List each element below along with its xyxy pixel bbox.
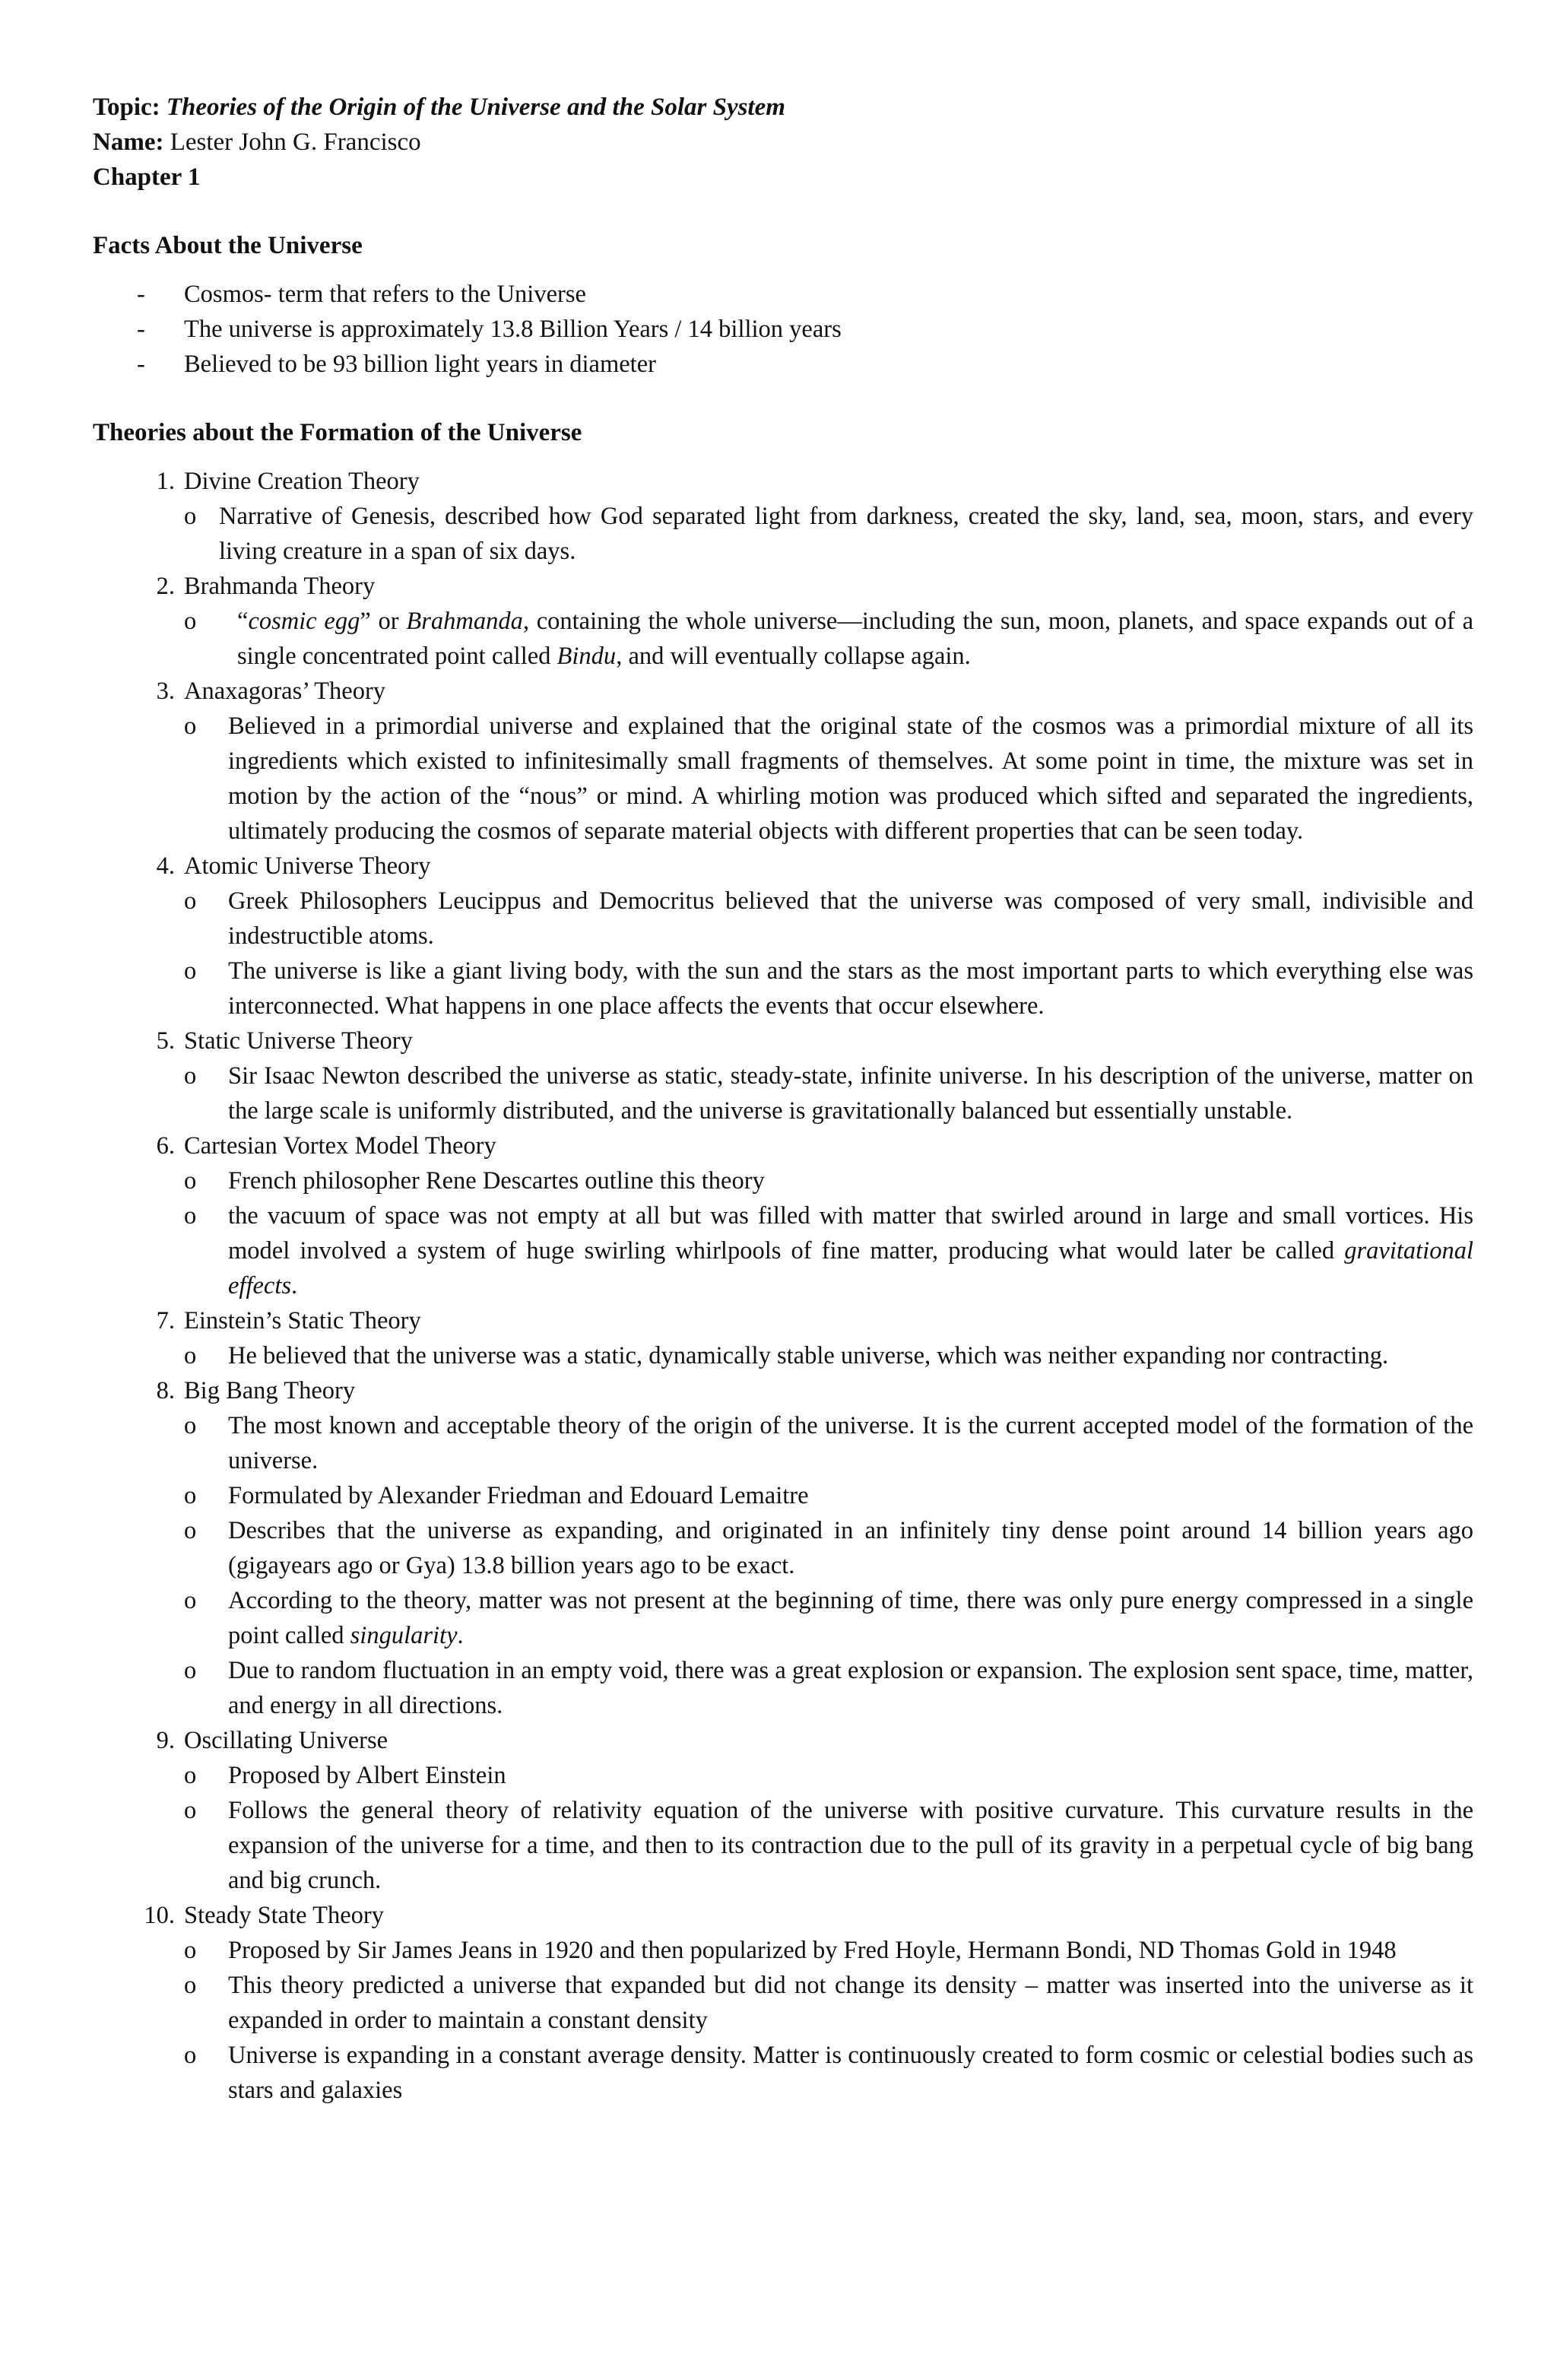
theory-number: 9. <box>156 1727 175 1754</box>
theory-point <box>184 1758 1473 1793</box>
theory-points <box>184 604 1473 674</box>
theory-point <box>184 1653 1473 1723</box>
emphasis-text: cosmic egg <box>248 608 360 635</box>
point-text: Universe is expanding in a constant average density. Matter is continuously created to form cosmic or celestial bodies such as stars and galaxies <box>228 2042 1473 2104</box>
facts-title: Facts About the Universe <box>93 232 363 259</box>
theory-point <box>184 1408 1473 1478</box>
theory-point <box>184 1793 1473 1898</box>
theory-points <box>184 1338 1473 1373</box>
theory-point <box>184 1198 1473 1303</box>
theory-points <box>184 1933 1473 2108</box>
theory-point <box>184 1583 1473 1653</box>
theories-list <box>93 464 1473 2108</box>
emphasis-text: singularity <box>350 1622 458 1649</box>
point-text: . <box>457 1622 464 1649</box>
topic-label: Topic: <box>93 94 160 121</box>
theory-item <box>93 464 1473 569</box>
dash-bullet: - <box>137 351 145 378</box>
point-text: “ <box>237 608 249 635</box>
point-text: . <box>291 1272 298 1299</box>
facts-item-text: Cosmos- term that refers to the Universe <box>184 281 586 308</box>
theory-number: 2. <box>156 573 175 600</box>
circle-bullet: o <box>184 1167 197 1195</box>
theory-item <box>93 1128 1473 1303</box>
circle-bullet: o <box>184 1482 197 1509</box>
circle-bullet: o <box>184 1517 197 1544</box>
theory-name: Divine Creation Theory <box>184 468 420 495</box>
chapter-label: Chapter 1 <box>93 163 201 191</box>
point-text: According to the theory, matter was not present at the beginning of time, there was only pure energy compressed in a single point called <box>228 1587 1473 1649</box>
circle-bullet: o <box>184 1202 197 1230</box>
theory-number: 4. <box>156 852 175 880</box>
point-text: , and will eventually collapse again. <box>616 643 971 670</box>
theory-point <box>184 1478 1473 1513</box>
theory-item <box>93 1023 1473 1128</box>
theory-number: 5. <box>156 1027 175 1055</box>
circle-bullet: o <box>184 1657 197 1684</box>
theory-points <box>184 499 1473 569</box>
theory-name: Steady State Theory <box>184 1902 384 1929</box>
name-value: Lester John G. Francisco <box>170 129 421 156</box>
theory-point <box>184 1163 1473 1198</box>
facts-item <box>93 277 1473 312</box>
theory-item <box>93 1373 1473 1723</box>
theory-number: 3. <box>156 678 175 705</box>
emphasis-text: gravitational effects <box>228 1237 1473 1299</box>
theory-points <box>184 1163 1473 1303</box>
point-text: Follows the general theory of relativity equation of the universe with positive curvature. This curvature results in the expansion of the universe for a time, and then to its contraction due to the pull of its gravity in a perpetual cycle of big bang and big crunch. <box>228 1797 1473 1894</box>
theory-point <box>184 499 1473 569</box>
point-text: The universe is like a giant living body, with the sun and the stars as the most important parts to which everything else was interconnected. What happens in one place affects the events that occur elsewhere. <box>228 957 1473 1020</box>
theory-number: 8. <box>156 1377 175 1404</box>
circle-bullet: o <box>184 1587 197 1614</box>
circle-bullet: o <box>184 1937 197 1964</box>
theory-point <box>184 1933 1473 1968</box>
theory-number: 1. <box>156 468 175 495</box>
name-line <box>93 125 1473 160</box>
theory-name: Einstein’s Static Theory <box>184 1307 421 1334</box>
circle-bullet: o <box>184 1797 197 1824</box>
point-text: Sir Isaac Newton described the universe as static, steady-state, infinite universe. In his description of the universe, matter on the large scale is uniformly distributed, and the universe is gravitationally balanced but essentially unstable. <box>228 1062 1473 1125</box>
theory-item <box>93 1303 1473 1373</box>
topic-value: Theories of the Origin of the Universe and the Solar System <box>166 94 785 121</box>
theory-name: Oscillating Universe <box>184 1727 388 1754</box>
theory-points <box>184 1758 1473 1898</box>
chapter-line <box>93 160 1473 195</box>
theory-point <box>184 1058 1473 1128</box>
facts-item <box>93 347 1473 382</box>
facts-item <box>93 312 1473 347</box>
point-text: Greek Philosophers Leucippus and Democritus believed that the universe was composed of very small, indivisible and indestructible atoms. <box>228 887 1473 950</box>
point-text: Believed in a primordial universe and explained that the original state of the cosmos was a primordial mixture of all its ingredients which existed to infinitesimally small fragments of themselves. At some point in time, the mixture was set in motion by the action of the “nous” or mind. A whirling motion was produced which sifted and separated the ingredients, ultimately producing the cosmos of separate material objects with different properties that can be seen today. <box>228 712 1473 845</box>
circle-bullet: o <box>184 1062 197 1090</box>
point-text: Narrative of Genesis, described how God separated light from darkness, created the sky, land, sea, moon, stars, and every living creature in a span of six days. <box>219 503 1473 565</box>
theory-item <box>93 849 1473 1023</box>
facts-item-text: Believed to be 93 billion light years in diameter <box>184 351 656 378</box>
dash-bullet: - <box>137 316 145 343</box>
theory-number: 10. <box>144 1902 175 1929</box>
theory-point <box>184 604 1473 674</box>
theory-name: Static Universe Theory <box>184 1027 413 1055</box>
theory-item <box>93 674 1473 849</box>
theory-point <box>184 954 1473 1023</box>
point-text: This theory predicted a universe that expanded but did not change its density – matter was inserted into the universe as it expanded in order to maintain a constant density <box>228 1972 1473 2034</box>
point-text: , containing the whole universe—including the sun, moon, planets, and space expands out of a single concentrated point called <box>237 608 1473 670</box>
theory-points <box>184 1408 1473 1723</box>
circle-bullet: o <box>184 2042 197 2069</box>
circle-bullet: o <box>184 887 197 915</box>
circle-bullet: o <box>184 712 197 740</box>
theory-point <box>184 1338 1473 1373</box>
theory-name: Brahmanda Theory <box>184 573 376 600</box>
emphasis-text: Brahmanda <box>406 608 523 635</box>
circle-bullet: o <box>184 1342 197 1369</box>
circle-bullet: o <box>184 608 197 635</box>
point-text: Describes that the universe as expanding, and originated in an infinitely tiny dense point around 14 billion years ago (gigayears ago or Gya) 13.8 billion years ago to be exact. <box>228 1517 1473 1579</box>
theory-point <box>184 1513 1473 1583</box>
facts-list <box>93 277 1473 382</box>
facts-item-text: The universe is approximately 13.8 Billion Years / 14 billion years <box>184 316 842 343</box>
circle-bullet: o <box>184 957 197 985</box>
point-text: French philosopher Rene Descartes outline this theory <box>228 1167 765 1195</box>
name-label: Name: <box>93 129 164 156</box>
point-text: Proposed by Albert Einstein <box>228 1762 506 1789</box>
circle-bullet: o <box>184 1762 197 1789</box>
theory-name: Atomic Universe Theory <box>184 852 431 880</box>
theory-points <box>184 1058 1473 1128</box>
point-text: He believed that the universe was a static, dynamically stable universe, which was neither expanding nor contracting. <box>228 1342 1389 1369</box>
point-text: ” or <box>360 608 407 635</box>
point-text: the vacuum of space was not empty at all but was filled with matter that swirled around in large and small vortices. His model involved a system of huge swirling whirlpools of fine matter, producing what would later be called <box>228 1202 1473 1265</box>
theory-item <box>93 1723 1473 1898</box>
theory-number: 7. <box>156 1307 175 1334</box>
theory-points <box>184 709 1473 849</box>
theory-name: Anaxagoras’ Theory <box>184 678 386 705</box>
circle-bullet: o <box>184 1412 197 1439</box>
theory-name: Big Bang Theory <box>184 1377 356 1404</box>
theory-item <box>93 569 1473 674</box>
theories-title: Theories about the Formation of the Universe <box>93 419 582 446</box>
topic-line <box>93 90 1473 125</box>
theory-name: Cartesian Vortex Model Theory <box>184 1132 496 1160</box>
dash-bullet: - <box>137 281 145 308</box>
theory-number: 6. <box>156 1132 175 1160</box>
point-text: The most known and acceptable theory of the origin of the universe. It is the current accepted model of the formation of the universe. <box>228 1412 1473 1474</box>
theory-point <box>184 884 1473 954</box>
theory-item <box>93 1898 1473 2108</box>
theory-point <box>184 2038 1473 2108</box>
point-text: Due to random fluctuation in an empty void, there was a great explosion or expansion. The explosion sent space, time, matter, and energy in all directions. <box>228 1657 1474 1719</box>
circle-bullet: o <box>184 503 197 530</box>
theory-point <box>184 1968 1473 2038</box>
point-text: Formulated by Alexander Friedman and Edouard Lemaitre <box>228 1482 809 1509</box>
theory-point <box>184 709 1473 849</box>
point-text: Proposed by Sir James Jeans in 1920 and then popularized by Fred Hoyle, Hermann Bondi, ND Thomas Gold in 1948 <box>228 1937 1397 1964</box>
emphasis-text: Bindu <box>557 643 617 670</box>
theory-points <box>184 884 1473 1023</box>
circle-bullet: o <box>184 1972 197 1999</box>
